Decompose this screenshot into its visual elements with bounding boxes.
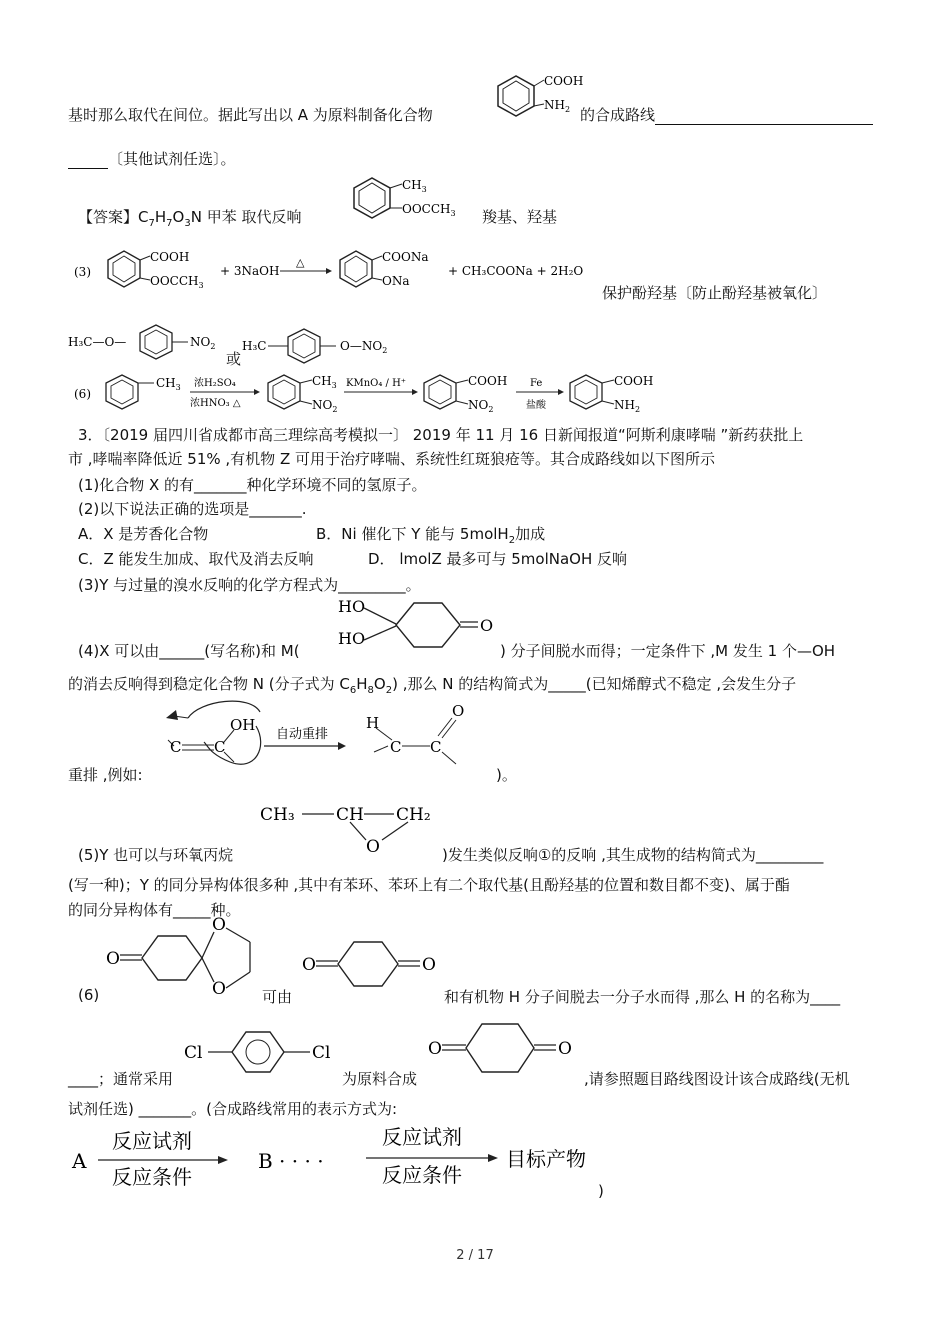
reagent-hno3: 浓HNO₃ △ [190, 398, 241, 409]
o-label: O [428, 1039, 442, 1059]
auto-rearrange-label: 自动重排 [276, 727, 329, 742]
ona-label: ONa [382, 274, 410, 288]
ch2-label: CH₂ [396, 805, 431, 825]
c-label-1: C [170, 738, 182, 756]
text: 【答案】C [78, 208, 149, 226]
q3-part-6d: ____；通常采用 [68, 1070, 174, 1088]
reagent-h2so4: 浓H₂SO₄ [194, 378, 236, 389]
q3-part-6h: ) [598, 1182, 604, 1200]
cyclohexanedione-structure-1 [298, 928, 448, 998]
equation-3 [68, 244, 608, 300]
or-text: 或 [226, 350, 242, 368]
oocch3-label: $OOCCH_3$ [402, 202, 456, 218]
reagent-kmno4: KMnO₄ / H⁺ [346, 378, 407, 389]
cooh-label: COOH [544, 74, 584, 88]
o-label: O [452, 702, 465, 720]
nh2-label: $NH_2$ [614, 398, 641, 414]
acetoxytoluene-structure [344, 172, 474, 228]
route-cond-1: 反应条件 [112, 1165, 192, 1189]
route-target: 目标产物 [506, 1147, 586, 1171]
cl-label: Cl [312, 1043, 331, 1063]
text: O [373, 675, 386, 693]
no2-label: $NO_2$ [468, 398, 494, 414]
route-notation [68, 1118, 608, 1198]
ch-label: CH [336, 805, 364, 825]
cooh-label: COOH [150, 250, 190, 264]
route-cond-2: 反应条件 [382, 1163, 462, 1187]
q3-part-6a: (6) [78, 986, 100, 1004]
h-label: H [366, 714, 380, 732]
coona-label: COONa [382, 250, 429, 264]
text-line-1 [68, 104, 433, 125]
q3-line-2: 市 ,哮喘率降低近 51% ,有机物 Z 可用于治疗哮喘、系统性红斑狼疮等。其合成路线如以下图所示 [68, 450, 715, 468]
q3-part-4g: 重排 ,例如: [68, 766, 143, 784]
q3-part-6g: 试剂任选) _______。(合成路线常用的表示方式为: [68, 1100, 398, 1118]
ketal-structure [102, 912, 262, 1002]
text: 加成 [515, 525, 546, 543]
aminobenzoic-acid-structure [478, 72, 588, 128]
text: O [172, 208, 185, 226]
answer-blank [68, 152, 108, 169]
text: 的消去反响得到稳定化合物 N (分子式为 C [68, 675, 350, 693]
h3co-label: H₃C—O— [68, 335, 127, 349]
ch3-label: CH₃ [260, 805, 295, 825]
o-label: O [212, 915, 226, 935]
isomer-1-structure [66, 322, 236, 362]
products-label: + CH₃COONa + 2H₂O [448, 264, 584, 278]
option-c: C．Z 能发生加成、取代及消去反响 [78, 550, 314, 568]
route-a: A [72, 1149, 87, 1173]
ch3-label: $CH_3$ [312, 374, 337, 390]
q3-part-4a: (4)X 可以由______(写名称)和 M( [78, 642, 300, 660]
q3-part-4h: )。 [496, 766, 517, 784]
text: H [154, 208, 167, 226]
c-label-4: C [430, 738, 442, 756]
text: ) ,那么 N 的结构简式为_____(已知烯醇式不稳定 ,会发生分子 [392, 675, 797, 693]
answer-blank [655, 108, 873, 125]
q3-part-4c: 的消去反响得到稳定化合物 N (分子式为 $C_6H_8O_2$) ,那么 N 的结构简式为_____(已知烯醇式不稳定 ,会发生分子 [68, 675, 797, 696]
o-label: O [302, 955, 316, 975]
text-line-2 [68, 148, 236, 169]
step-label: (6) [74, 387, 91, 401]
q3-part-4b: ) 分子间脱水而得；一定条件下 ,M 发生 1 个—OH [500, 642, 836, 660]
c-label-3: C [390, 738, 402, 756]
o-label: O [480, 616, 494, 635]
o-label: O [212, 979, 226, 999]
ho-label-1: HO [338, 597, 366, 616]
page-number: 2 / 17 [456, 1248, 494, 1263]
text: 的合成路线 [580, 106, 656, 124]
oh-label: OH [230, 716, 256, 734]
q3-part-2: (2)以下说法正确的选项是_______. [78, 500, 307, 518]
ch3-label: $CH_3$ [156, 376, 181, 392]
route-reagent-1: 反应试剂 [112, 1129, 192, 1153]
option-d: D． lmolZ 最多可与 5molNaOH 反响 [368, 550, 628, 568]
eq-label: (3) [74, 265, 91, 279]
protect-text: 保护酚羟基〔防止酚羟基被氧化〕 [602, 284, 828, 302]
text: H [356, 675, 368, 693]
isomer-2-structure [240, 326, 420, 366]
cooh-label: COOH [614, 374, 654, 388]
heat-label: △ [296, 256, 305, 269]
no2-label: $NO_2$ [312, 398, 338, 414]
q3-part-5a: (5)Y 也可以与环氧丙烷 [78, 846, 234, 864]
q3-part-5c: (写一种)；Y 的同分异构体很多种 ,其中有苯环、苯环上有二个取代基(且酚羟基的位置和数目都不变)、属于酯 [68, 876, 790, 894]
reagent-hcl: 盐酸 [526, 400, 546, 411]
q3-part-1: (1)化合物 X 的有_______种化学环境不同的氢原子。 [78, 476, 427, 494]
q3-part-3: (3)Y 与过量的溴水反响的化学方程式为_________。 [78, 576, 421, 594]
q3-part-6b: 可由 [262, 988, 293, 1006]
cl-label: Cl [184, 1043, 203, 1063]
o-label: O [558, 1039, 572, 1059]
onno2-label: $O—NO_2$ [340, 339, 388, 355]
q3-part-6c: 和有机物 H 分子间脱去一分子水而得 ,那么 H 的名称为____ [444, 988, 841, 1006]
o-label: O [422, 955, 436, 975]
naoh-label: + 3NaOH [220, 264, 280, 278]
reagent-fe: Fe [530, 378, 543, 389]
text: N 甲苯 取代反响 [190, 208, 302, 226]
answer-functional-groups: 羧基、羟基 [482, 208, 558, 226]
c-label-2: C [214, 738, 226, 756]
rearrangement-example [160, 696, 480, 772]
q3-part-6f: ,请参照题目路线图设计该合成路线(无机 [584, 1070, 850, 1088]
route-6 [68, 368, 688, 420]
ho-label-2: HO [338, 629, 366, 648]
h3c-label: H₃C [242, 339, 267, 353]
text: 〔其他试剂任选〕。 [108, 150, 236, 168]
text: B．Ni 催化下 Y 能与 5molH [316, 525, 509, 543]
q3-part-6e: 为原料合成 [342, 1070, 418, 1088]
option-a: A．X 是芳香化合物 [78, 525, 209, 543]
o-label: O [366, 837, 380, 857]
answer-line: 【答案】$C_7H_7O_3N$ 甲苯 取代反响 [78, 208, 302, 229]
ch3-label: $CH_3$ [402, 178, 427, 194]
oocch3-label: $OOCCH_3$ [150, 274, 204, 290]
text: 基时那么取代在间位。据此写出以 A 为原料制备化合物 [68, 106, 433, 124]
no2-label: $NO_2$ [190, 335, 216, 351]
compound-m-structure [334, 594, 504, 658]
option-b: B．Ni 催化下 Y 能与 5molH$_2$加成 [316, 525, 546, 546]
o-label: O [106, 949, 120, 969]
route-reagent-2: 反应试剂 [382, 1125, 462, 1149]
text-line-1b [580, 104, 873, 125]
cyclohexanedione-structure-2 [426, 1012, 586, 1082]
dichlorobenzene-structure [182, 1022, 342, 1082]
q3-line-1: 3．〔2019 届四川省成都市高三理综高考模拟一〕 2019 年 11 月 16 日新闻报道“阿斯利康哮喘 ”新药获批上 [78, 426, 804, 444]
nh2-label: $NH_2$ [544, 98, 571, 114]
epoxypropane-structure [258, 794, 448, 858]
q3-part-5b: )发生类似反响①的反响 ,其生成物的结构简式为_________ [442, 846, 824, 864]
q3-part-5d: 的同分异构体有_____种。 [68, 901, 241, 919]
route-b: B · · · · [258, 1149, 324, 1173]
cooh-label: COOH [468, 374, 508, 388]
